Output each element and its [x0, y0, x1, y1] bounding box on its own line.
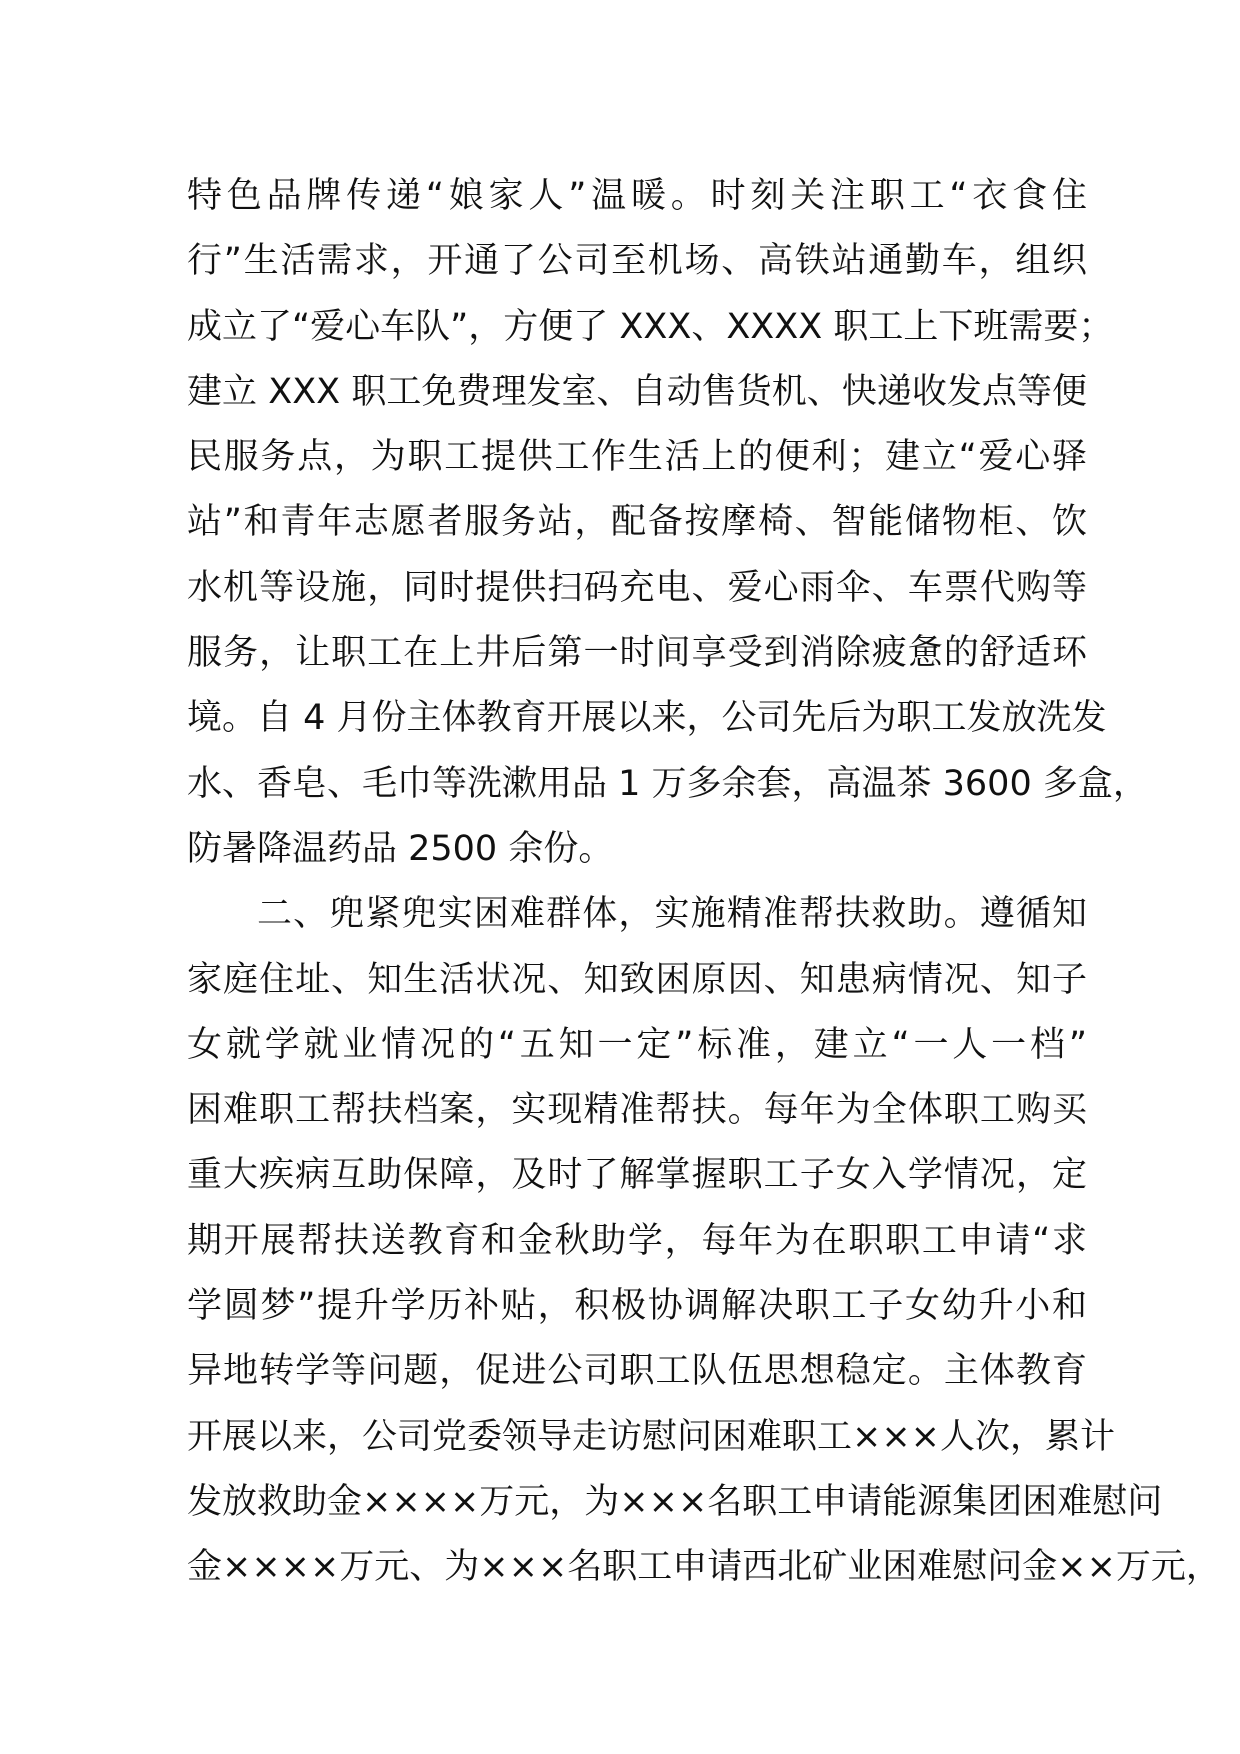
text-line: 发放救助金××××万元，为×××名职工申请能源集团困难慰问: [187, 1481, 1163, 1522]
text-line: 期开展帮扶送教育和金秋助学，每年为在职职工申请“求: [187, 1220, 1087, 1261]
text-line: 境。自 4 月份主体教育开展以来，公司先后为职工发放洗发: [187, 698, 1107, 739]
text-line: 异地转学等问题，促进公司职工队伍思想稳定。主体教育: [187, 1351, 1087, 1392]
text-line: 建立 XXX 职工免费理发室、自动售货机、快递收发点等便: [187, 371, 1087, 412]
text-line: 水机等设施，同时提供扫码充电、爱心雨伞、车票代购等: [187, 567, 1087, 608]
text-line: 特色品牌传递“娘家人”温暖。时刻关注职工“衣食住: [187, 176, 1087, 216]
text-line: 女就学就业情况的“五知一定”标准，建立“一人一档”: [187, 1024, 1087, 1065]
text-line: 家庭住址、知生活状况、知致困原因、知患病情况、知子: [187, 959, 1087, 1000]
text-line: 金××××万元、为×××名职工申请西北矿业困难慰问金××万元，: [187, 1547, 1221, 1588]
text-line: 水、香皂、毛巾等洗漱用品 1 万多余套，高温茶 3600 多盒，: [187, 763, 1148, 804]
text-line: 开展以来，公司党委领导走访慰问困难职工×××人次，累计: [187, 1416, 1115, 1457]
text-line: 学圆梦”提升学历补贴，积极协调解决职工子女幼升小和: [187, 1286, 1087, 1327]
text-line: 成立了“爱心车队”，方便了 XXX、XXXX 职工上下班需要；: [187, 306, 1114, 347]
paragraph-end-line: 防暑降温药品 2500 余份。: [187, 828, 614, 869]
section-heading-line: 二、兜紧兜实困难群体，实施精准帮扶救助。遵循知: [257, 894, 1087, 935]
text-line: 重大疾病互助保障，及时了解掌握职工子女入学情况，定: [187, 1155, 1087, 1196]
body-text: [187, 164, 1221, 1601]
text-line: 民服务点，为职工提供工作生活上的便利；建立“爱心驿: [187, 437, 1087, 478]
text-line: 困难职工帮扶档案，实现精准帮扶。每年为全体职工购买: [187, 1090, 1087, 1131]
text-line: 站”和青年志愿者服务站，配备按摩椅、智能储物柜、饮: [187, 502, 1087, 543]
text-line: 服务，让职工在上井后第一时间享受到消除疲惫的舒适环: [187, 633, 1087, 674]
text-line: 行”生活需求，开通了公司至机场、高铁站通勤车，组织: [187, 241, 1087, 282]
